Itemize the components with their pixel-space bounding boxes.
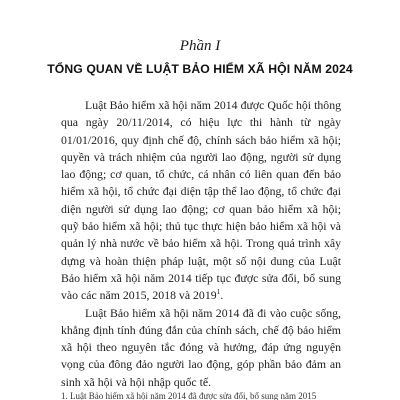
part-label: Phần I: [179, 38, 221, 54]
footnote-reference[interactable]: 1: [216, 287, 221, 297]
paragraph: [61, 305, 341, 391]
paragraph-text: Luật Bảo hiểm xã hội năm 2014 được Quốc hội thông qua ngày 20/11/2014, có hiệu lực thi hành từ ngày 01/01/2016, quy định chế độ, chính sách bảo hiểm xã hội; quyền và trách nhiệm của người lao động, người sử dụng lao động; cơ quan, tổ chức, cá nhân có liên quan đến bảo hiểm xã hội, tổ chức đại diện tập thể lao động, tổ chức đại diện người sử dụng lao động; cơ quan bảo hiểm xã hội; quỹ bảo hiểm xã hội; thủ tục thực hiện bảo hiểm xã hội và quản lý nhà nước về bảo hiểm xã hội. Trong quá trình xây dựng và hoàn thiện pháp luật, một số nội dung của Luật Bảo hiểm xã hội năm 2014 tiếp tục được sửa đổi, bổ sung vào các năm 2015, 2018 và 2019: [61, 98, 341, 303]
paragraph: [61, 97, 341, 305]
body-text: [61, 97, 341, 391]
page-title: TỔNG QUAN VỀ LUẬT BẢO HIỂM XÃ HỘI NĂM 2024: [47, 62, 353, 76]
footnote: 1. Luật Bảo hiểm xã hội năm 2014 đã được sửa đổi, bổ sung năm 2015: [61, 391, 317, 400]
paragraph-text: Luật Bảo hiểm xã hội năm 2014 đã đi vào cuộc sống, khẳng định tính đúng đắn của chính sách, chế độ bảo hiểm xã hội theo nguyên tắc đóng và hưởng, đáp ứng nguyện vọng của đông đảo người lao động, góp phần bảo đảm an sinh xã hội và hội nhập quốc tế.: [61, 305, 341, 389]
paragraph-end-punctuation: .: [220, 288, 224, 303]
